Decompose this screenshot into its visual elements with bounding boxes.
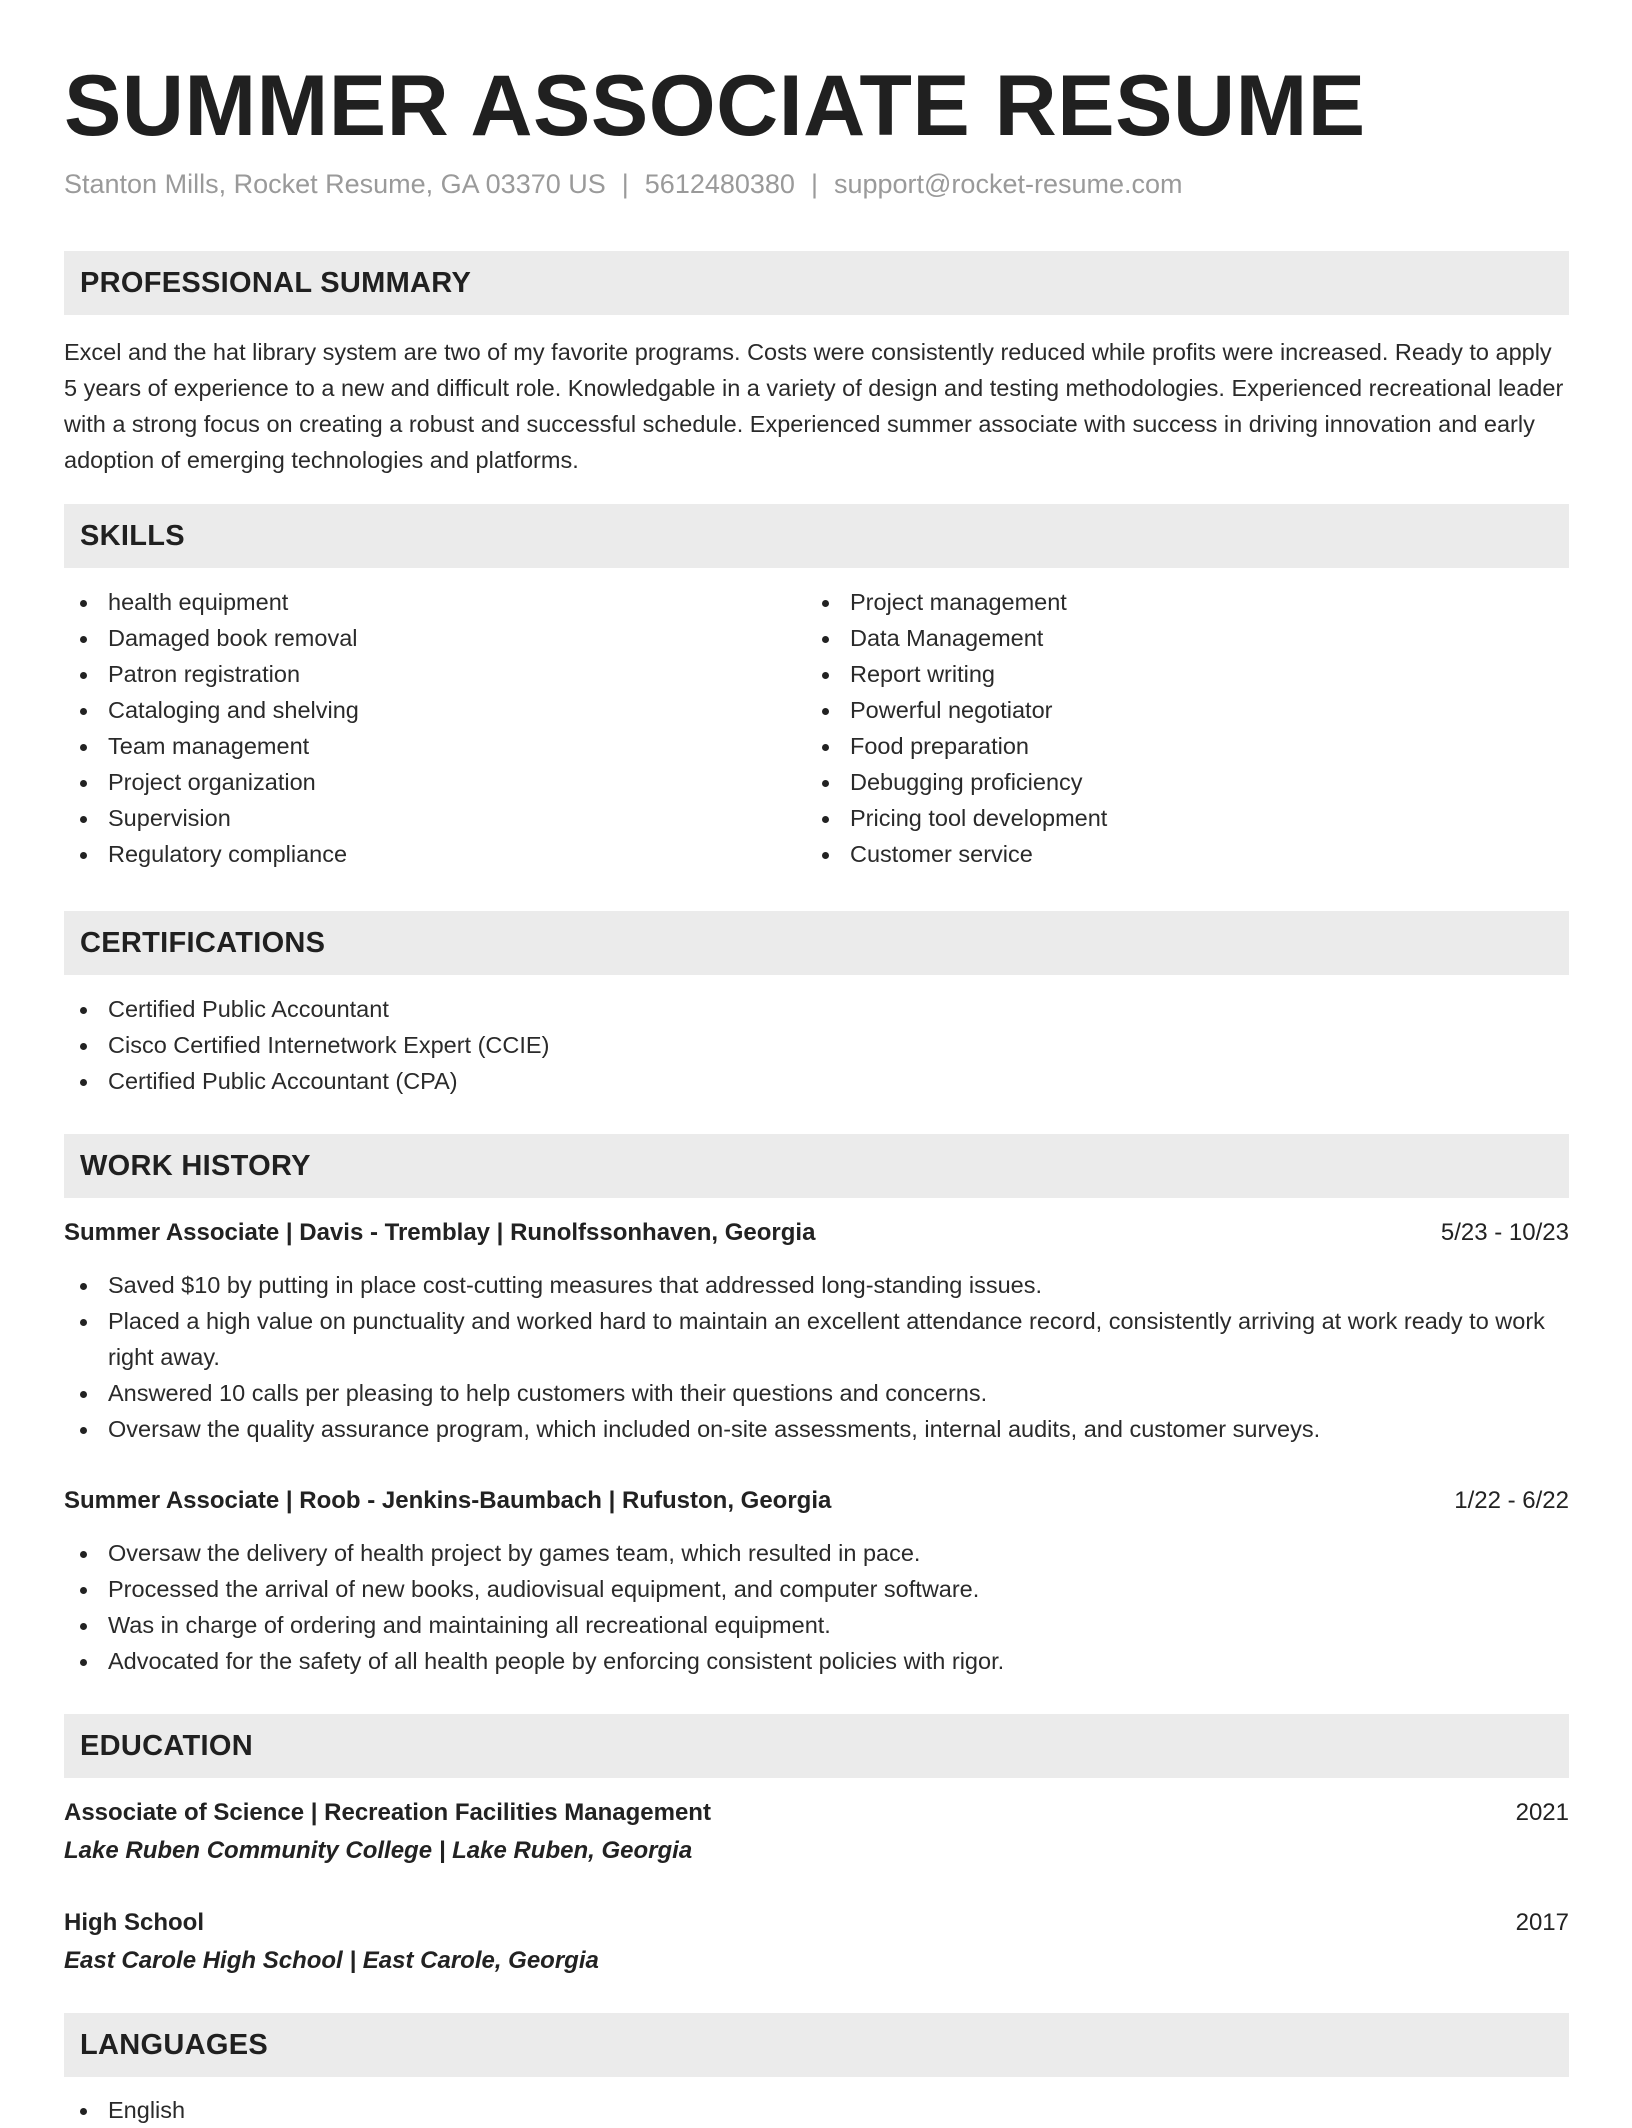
skill-item: Data Management bbox=[806, 620, 1526, 656]
education-header bbox=[64, 1905, 1569, 1941]
education-school: East Carole High School | East Carole, Georgia bbox=[64, 1947, 599, 1974]
section-title-work-history: WORK HISTORY bbox=[80, 1150, 311, 1182]
section-title-summary: PROFESSIONAL SUMMARY bbox=[80, 267, 472, 299]
certification-item: Certified Public Accountant bbox=[64, 991, 1569, 1027]
skill-item: Cataloging and shelving bbox=[64, 692, 784, 728]
job-header bbox=[64, 1483, 1569, 1519]
education-year: 2017 bbox=[1515, 1909, 1569, 1936]
job-title: Summer Associate | Roob - Jenkins-Baumbach | Rufuston, Georgia bbox=[64, 1487, 832, 1514]
job-bullet: Advocated for the safety of all health people by enforcing consistent policies with rigor. bbox=[64, 1643, 1569, 1679]
education-degree: Associate of Science | Recreation Facilities Management bbox=[64, 1799, 711, 1826]
education-school: Lake Ruben Community College | Lake Ruben, Georgia bbox=[64, 1837, 693, 1864]
section-header-education bbox=[64, 1714, 1569, 1778]
skill-item: Powerful negotiator bbox=[806, 692, 1526, 728]
contact-phone: 5612480380 bbox=[644, 169, 795, 199]
section-header-skills bbox=[64, 504, 1569, 568]
skills-list-left bbox=[64, 584, 784, 872]
skill-item: Patron registration bbox=[64, 656, 784, 692]
skill-item: Project management bbox=[806, 584, 1526, 620]
skills-list-right bbox=[806, 584, 1526, 872]
job-bullets bbox=[64, 1535, 1569, 1679]
section-header-work-history bbox=[64, 1134, 1569, 1198]
contact-separator: | bbox=[621, 169, 629, 199]
skill-item: Food preparation bbox=[806, 728, 1526, 764]
skill-item: Project organization bbox=[64, 764, 784, 800]
contact-address: Stanton Mills, Rocket Resume, GA 03370 US bbox=[64, 169, 606, 199]
skill-item: Regulatory compliance bbox=[64, 836, 784, 872]
section-title-certifications: CERTIFICATIONS bbox=[80, 927, 326, 959]
certification-item: Cisco Certified Internetwork Expert (CCIE) bbox=[64, 1027, 1569, 1063]
education-year: 2021 bbox=[1515, 1799, 1569, 1826]
skill-item: health equipment bbox=[64, 584, 784, 620]
section-header-languages bbox=[64, 2013, 1569, 2077]
skill-item: Report writing bbox=[806, 656, 1526, 692]
job-dates: 5/23 - 10/23 bbox=[1440, 1219, 1569, 1246]
section-header-certifications bbox=[64, 911, 1569, 975]
job-title: Summer Associate | Davis - Tremblay | Runolfssonhaven, Georgia bbox=[64, 1219, 816, 1246]
education-degree: High School bbox=[64, 1909, 204, 1936]
job-bullets bbox=[64, 1267, 1569, 1447]
certification-item: Certified Public Accountant (CPA) bbox=[64, 1063, 1569, 1099]
language-item: English bbox=[64, 2092, 1569, 2128]
job-header bbox=[64, 1215, 1569, 1251]
certifications-list bbox=[64, 991, 1569, 1099]
resume-title: SUMMER ASSOCIATE RESUME bbox=[64, 58, 1366, 154]
job-dates: 1/22 - 6/22 bbox=[1454, 1487, 1569, 1514]
section-title-education: EDUCATION bbox=[80, 1730, 253, 1762]
skill-item: Customer service bbox=[806, 836, 1526, 872]
job-bullet: Was in charge of ordering and maintaining all recreational equipment. bbox=[64, 1607, 1569, 1643]
job-bullet: Answered 10 calls per pleasing to help customers with their questions and concerns. bbox=[64, 1375, 1569, 1411]
job-bullet: Placed a high value on punctuality and worked hard to maintain an excellent attendance record, consistently arriving at work ready to work right away. bbox=[64, 1303, 1569, 1375]
skill-item: Pricing tool development bbox=[806, 800, 1526, 836]
skill-item: Supervision bbox=[64, 800, 784, 836]
skill-item: Debugging proficiency bbox=[806, 764, 1526, 800]
skill-item: Damaged book removal bbox=[64, 620, 784, 656]
job-bullet: Processed the arrival of new books, audiovisual equipment, and computer software. bbox=[64, 1571, 1569, 1607]
contact-email: support@rocket-resume.com bbox=[833, 169, 1183, 199]
section-header-summary bbox=[64, 251, 1569, 315]
job-bullet: Oversaw the quality assurance program, which included on-site assessments, internal audits, and customer surveys. bbox=[64, 1411, 1569, 1447]
contact-separator: | bbox=[810, 169, 818, 199]
summary-text: Excel and the hat library system are two of my favorite programs. Costs were consistently reduced while profits were increased. Ready to apply 5 years of experience to a new and difficult role. Knowledgable in a variety of design and testing methodologies. Experienced recreational leader with a strong focus on creating a robust and successful schedule. Experienced summer associate with success in driving innovation and early adoption of emerging technologies and platforms. bbox=[64, 339, 1564, 473]
job-bullet: Saved $10 by putting in place cost-cutting measures that addressed long-standing issues. bbox=[64, 1267, 1569, 1303]
skill-item: Team management bbox=[64, 728, 784, 764]
section-title-languages: LANGUAGES bbox=[80, 2029, 268, 2061]
section-title-skills: SKILLS bbox=[80, 520, 185, 552]
languages-list bbox=[64, 2092, 1569, 2128]
contact-line bbox=[64, 166, 1183, 202]
job-bullet: Oversaw the delivery of health project by games team, which resulted in pace. bbox=[64, 1535, 1569, 1571]
education-header bbox=[64, 1795, 1569, 1831]
